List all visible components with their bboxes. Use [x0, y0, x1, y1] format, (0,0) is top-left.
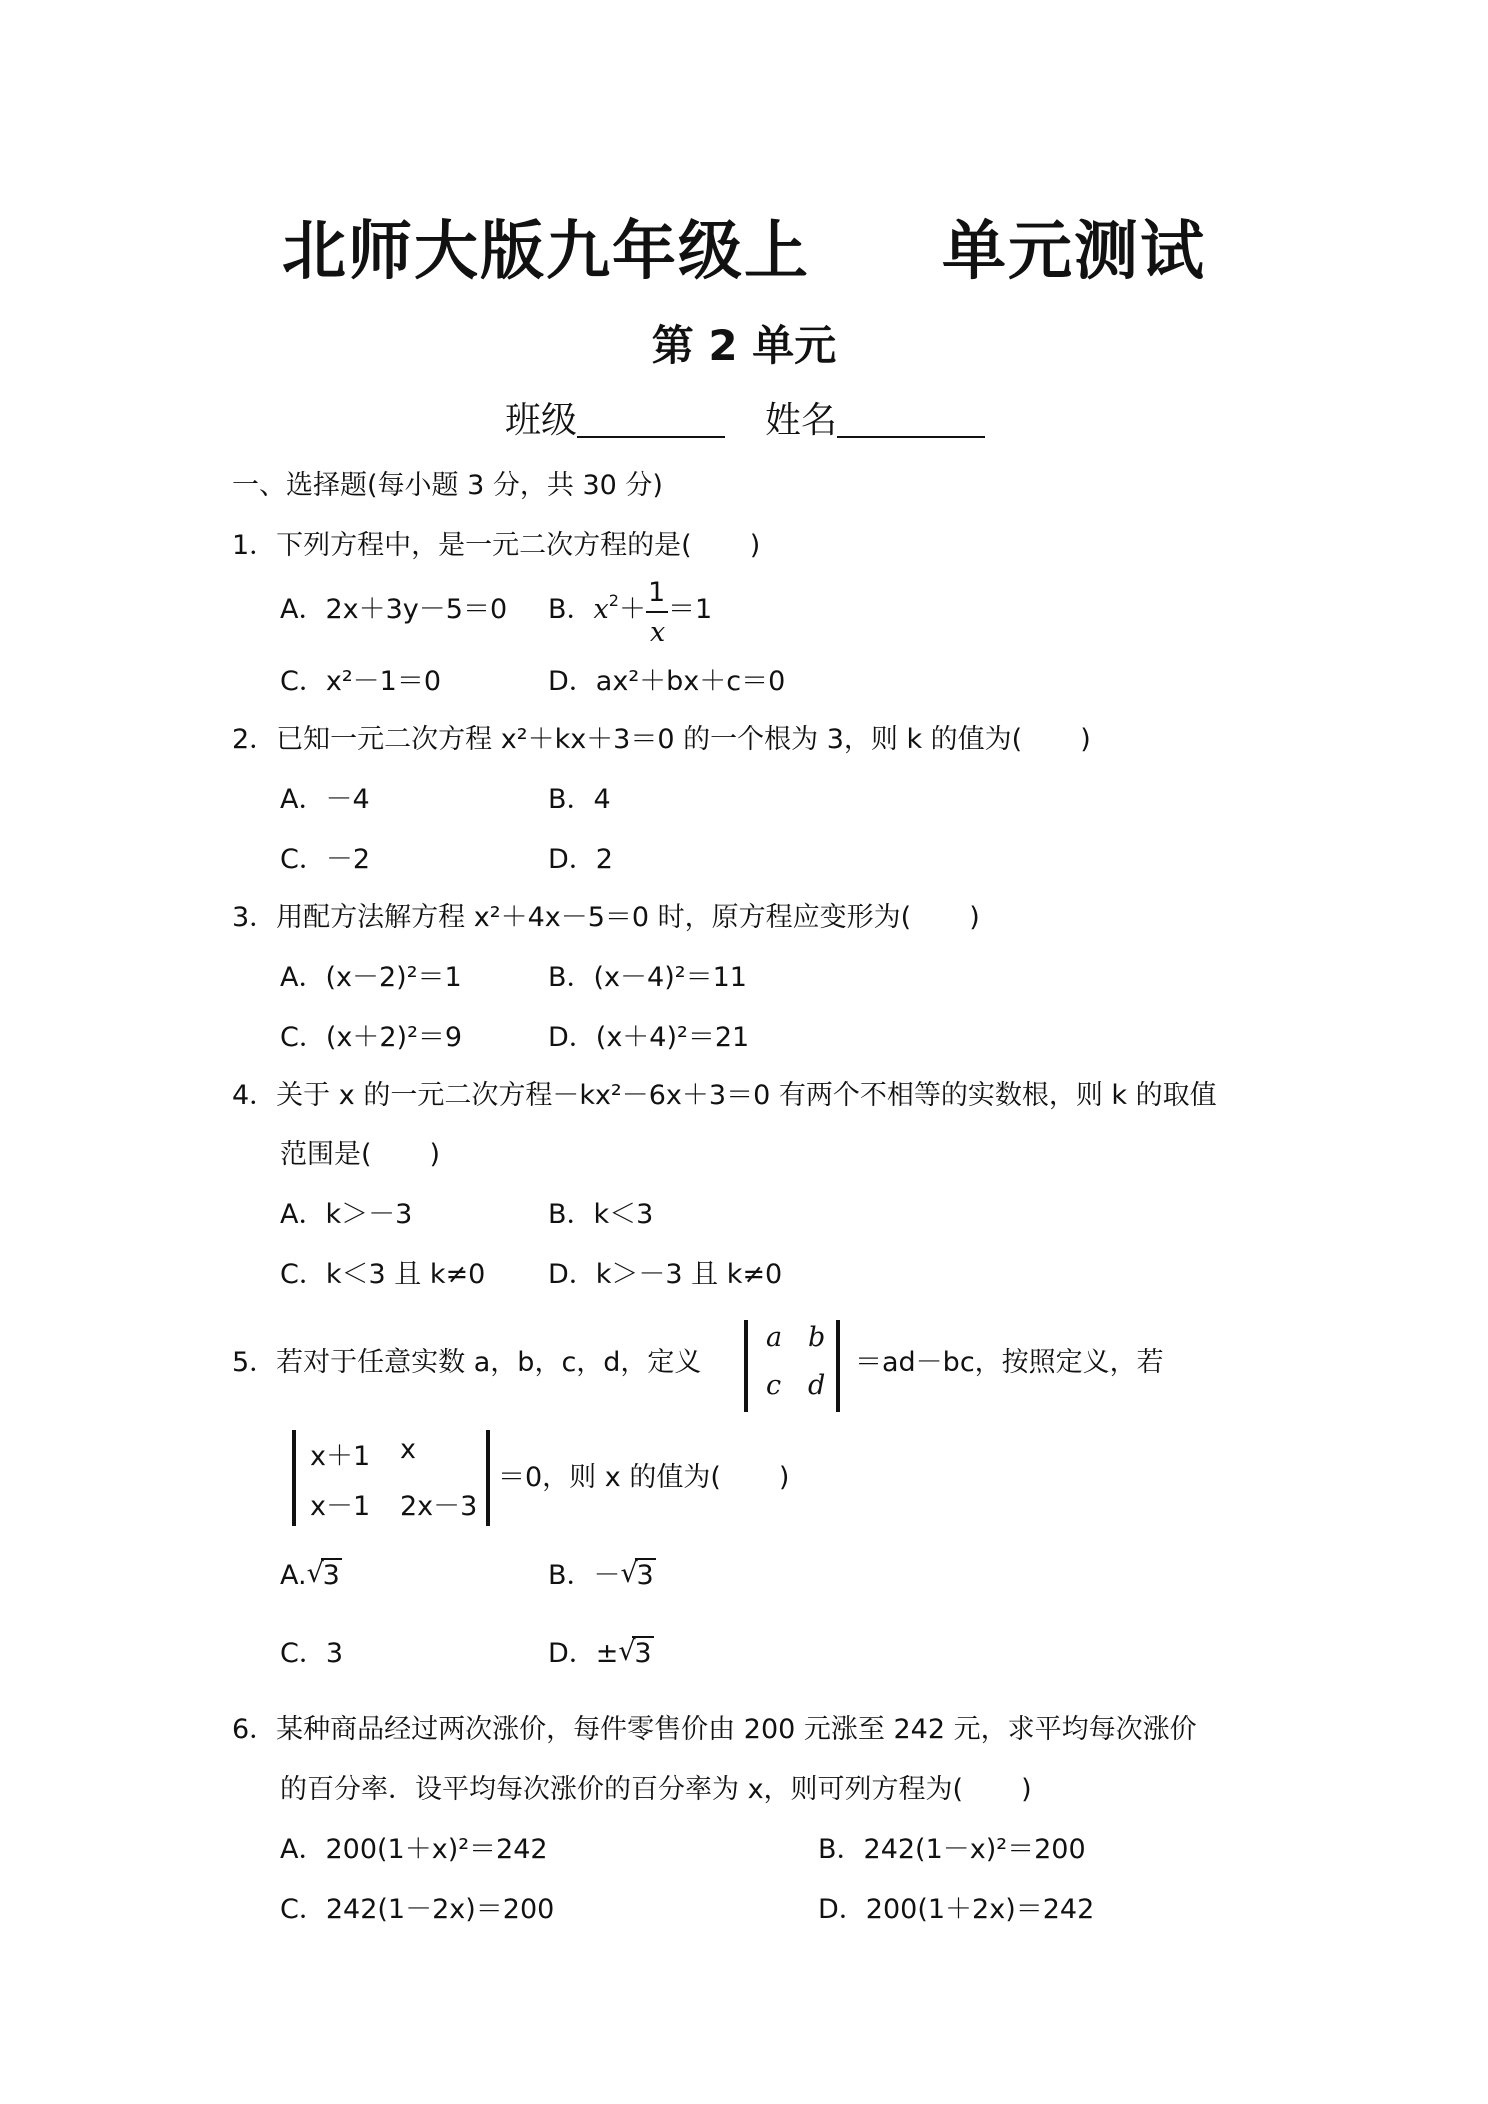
name-label: 姓名 [765, 400, 838, 441]
question-2-stem: 2．已知一元二次方程 x²＋kx＋3＝0 的一个根为 3，则 k 的值为( ) [232, 724, 1091, 755]
question-3-option-b: B．(x－4)²＝11 [548, 962, 747, 993]
question-6-option-c: C．242(1－2x)＝200 [280, 1894, 555, 1925]
question-4-option-b: B．k＜3 [548, 1199, 654, 1230]
question-4-stem-line-1: 4．关于 x 的一元二次方程－kx²－6x＋3＝0 有两个不相等的实数根，则 k 的取值 [232, 1080, 1217, 1111]
question-5-option-a: A. √ 3 [280, 1558, 342, 1594]
det2-cell-a: x＋1 [310, 1441, 371, 1472]
question-5-stem-start: 5．若对于任意实数 a，b，c，d，定义 [232, 1347, 702, 1378]
page-title: 北师大版九年级上 单元测试 [282, 215, 1206, 289]
question-4-stem-line-2: 范围是( ) [280, 1139, 441, 1170]
question-1-option-a: A．2x＋3y－5＝0 [280, 594, 508, 625]
question-4-option-d: D．k＞－3 且 k≠0 [548, 1259, 783, 1290]
question-5-stem-line-2: ＝0，则 x 的值为( ) [498, 1462, 790, 1493]
unit-subtitle: 第 2 单元 [651, 321, 837, 370]
question-6-stem-line-1: 6．某种商品经过两次涨价，每件零售价由 200 元涨至 242 元，求平均每次涨价 [232, 1714, 1197, 1745]
section-heading: 一、选择题(每小题 3 分，共 30 分) [232, 470, 663, 501]
question-6-option-a: A．200(1＋x)²＝242 [280, 1834, 548, 1865]
class-label: 班级 [505, 400, 578, 441]
question-2-option-d: D．2 [548, 844, 613, 875]
question-5-option-c: C．3 [280, 1638, 344, 1669]
determinant-equation [292, 1428, 492, 1530]
question-1-option-c: C．x²－1＝0 [280, 666, 442, 697]
name-blank [837, 400, 985, 438]
student-info-line [505, 392, 985, 443]
det1-cell-d: d [808, 1370, 826, 1401]
question-6-option-d: D．200(1＋2x)＝242 [818, 1894, 1095, 1925]
determinant-definition [744, 1320, 844, 1416]
sqrt-symbol: √ 3 [618, 1636, 652, 1669]
question-1-option-b: B．$x^2+$ $\frac{1}{x}$ ＝1 [548, 576, 713, 648]
question-6-stem-line-2: 的百分率．设平均每次涨价的百分率为 x，则可列方程为( ) [280, 1774, 1032, 1805]
det1-cell-a: a [766, 1322, 783, 1353]
question-5-option-d: D．± √ 3 [548, 1636, 654, 1672]
question-3-option-a: A．(x－2)²＝1 [280, 962, 462, 993]
class-blank [577, 400, 725, 438]
det1-cell-c: c [766, 1370, 782, 1401]
question-3-option-d: D．(x＋4)²＝21 [548, 1022, 750, 1053]
det1-cell-b: b [808, 1322, 826, 1353]
question-6-option-b: B．242(1－x)²＝200 [818, 1834, 1086, 1865]
question-1-stem: 1．下列方程中，是一元二次方程的是( ) [232, 530, 761, 561]
det2-cell-d: 2x－3 [400, 1491, 478, 1522]
sqrt-symbol: √ 3 [306, 1558, 340, 1591]
det2-cell-c: x－1 [310, 1491, 371, 1522]
question-2-option-c: C．－2 [280, 844, 371, 875]
question-3-stem: 3．用配方法解方程 x²＋4x－5＝0 时，原方程应变形为( ) [232, 902, 980, 933]
question-5-stem-end: ＝ad－bc，按照定义，若 [855, 1347, 1164, 1378]
question-4-option-a: A．k＞－3 [280, 1199, 413, 1230]
question-2-option-b: B．4 [548, 784, 611, 815]
question-5-option-b: B．－ √ 3 [548, 1558, 656, 1594]
sqrt-symbol: √ 3 [620, 1558, 654, 1591]
question-2-option-a: A．－4 [280, 784, 370, 815]
fraction-1-over-x: $\frac{1}{x}$ [646, 593, 668, 629]
det2-cell-b: x [400, 1434, 416, 1465]
question-4-option-c: C．k＜3 且 k≠0 [280, 1259, 486, 1290]
question-1-option-d: D．ax²＋bx＋c＝0 [548, 666, 786, 697]
question-3-option-c: C．(x＋2)²＝9 [280, 1022, 463, 1053]
